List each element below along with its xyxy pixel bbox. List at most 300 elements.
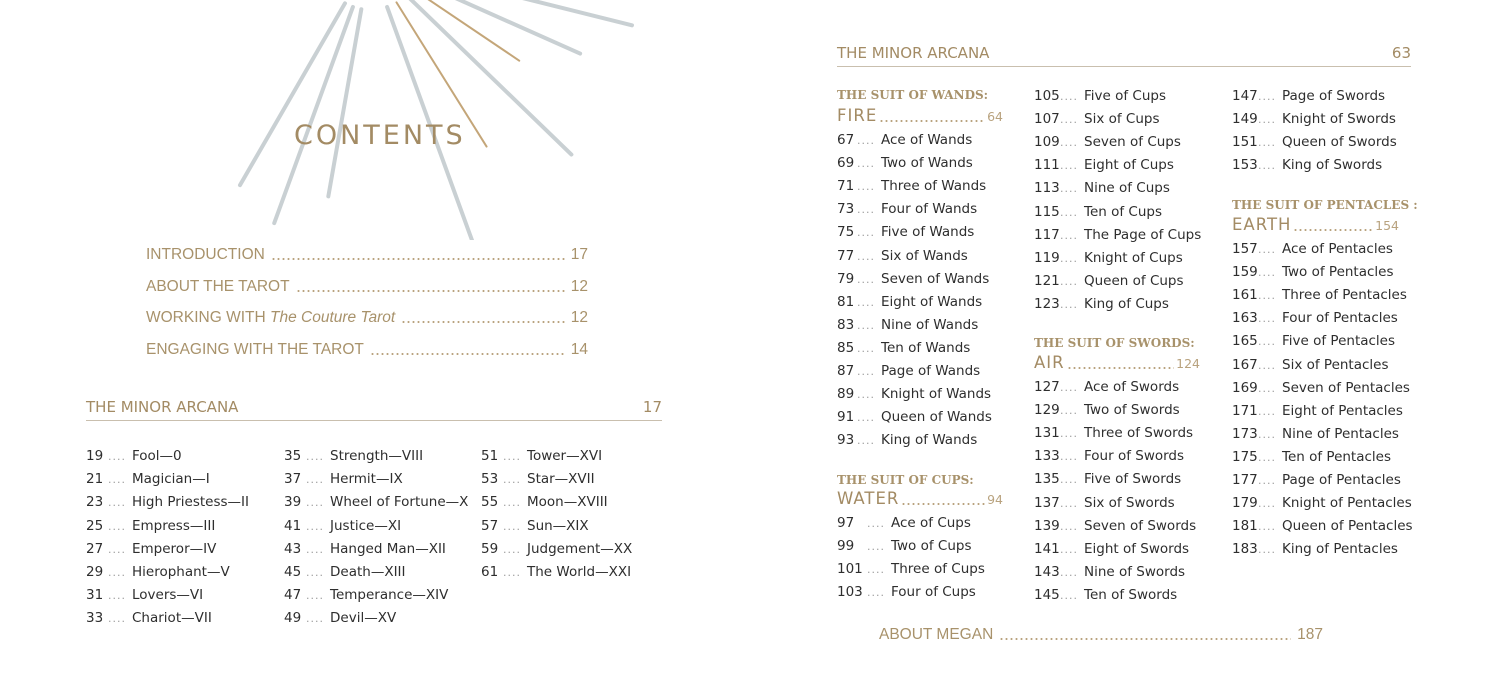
entry-page-number: 107 xyxy=(1034,111,1060,128)
dot-leader: .... xyxy=(306,450,324,463)
toc-entry[interactable] xyxy=(1232,493,1412,513)
toc-entry[interactable] xyxy=(837,559,985,579)
dot-leader: .... xyxy=(1258,266,1276,280)
starburst-ray xyxy=(419,0,632,25)
toc-entry[interactable] xyxy=(1034,271,1184,291)
dot-leader: .... xyxy=(1060,427,1078,441)
entry-title: Devil—XV xyxy=(330,610,397,627)
entry-title: Queen of Pentacles xyxy=(1282,518,1413,535)
dot-leader: .... xyxy=(1258,243,1276,256)
toc-label: ABOUT MEGAN xyxy=(879,626,994,643)
toc-entry[interactable] xyxy=(284,562,406,582)
toc-entry[interactable] xyxy=(837,222,974,242)
dot-leader: .... xyxy=(867,517,885,530)
entry-page-number: 115 xyxy=(1034,203,1060,220)
entry-page-number: 61 xyxy=(481,564,499,580)
entry-title: Two of Swords xyxy=(1084,402,1180,419)
toc-row-about-megan[interactable] xyxy=(879,626,1323,646)
entry-page-number: 87 xyxy=(837,363,855,379)
toc-entry[interactable] xyxy=(1232,285,1407,305)
entry-page-number: 83 xyxy=(837,316,855,333)
dot-leader: .... xyxy=(857,203,875,217)
entry-title: Knight of Swords xyxy=(1282,111,1396,128)
entry-page-number: 93 xyxy=(837,432,855,449)
toc-entry[interactable] xyxy=(1034,562,1185,582)
dot-leader: .... xyxy=(1258,427,1276,441)
entry-title: Star—XVII xyxy=(527,471,595,488)
entry-title: Five of Pentacles xyxy=(1282,333,1396,350)
toc-entry[interactable] xyxy=(1232,331,1395,351)
toc-entry[interactable] xyxy=(284,585,448,605)
dot-leader: .... xyxy=(857,318,875,332)
toc-row-working-with[interactable] xyxy=(146,309,588,329)
dot-leader: .... xyxy=(867,586,885,600)
dot-leader: .... xyxy=(108,612,126,626)
dot-leader: .... xyxy=(503,519,521,533)
toc-entry[interactable] xyxy=(1034,400,1180,420)
dot-leader: .... xyxy=(1258,159,1276,173)
toc-entry[interactable] xyxy=(86,585,203,605)
toc-page: 12 xyxy=(570,278,588,295)
toc-label xyxy=(146,309,395,327)
toc-entry[interactable] xyxy=(837,246,968,266)
toc-entry[interactable] xyxy=(837,269,989,289)
toc-entry[interactable] xyxy=(1232,109,1396,129)
entry-page-number: 89 xyxy=(837,386,855,403)
toc-entry[interactable] xyxy=(1232,308,1398,328)
entry-page-number: 127 xyxy=(1034,379,1060,395)
dot-leader xyxy=(401,321,565,323)
toc-entry[interactable] xyxy=(1034,248,1183,268)
toc-entry[interactable] xyxy=(284,516,401,536)
toc-entry[interactable] xyxy=(1034,377,1179,397)
entry-title: Ten of Swords xyxy=(1084,586,1178,603)
toc-entry[interactable] xyxy=(481,446,602,466)
toc-entry[interactable] xyxy=(284,469,403,489)
dot-leader: .... xyxy=(857,434,875,448)
toc-entry[interactable] xyxy=(481,492,608,512)
dot-leader: .... xyxy=(1258,381,1276,395)
starburst-ray xyxy=(328,9,361,196)
toc-entry[interactable] xyxy=(1034,493,1175,513)
entry-page-number: 35 xyxy=(284,448,302,464)
toc-entry[interactable] xyxy=(481,516,589,536)
entry-page-number: 133 xyxy=(1034,448,1060,465)
dot-leader: .... xyxy=(1258,404,1276,418)
dot-leader xyxy=(1067,367,1175,369)
entry-title: Three of Cups xyxy=(891,561,985,578)
dot-leader: .... xyxy=(503,566,521,579)
dot-leader: .... xyxy=(1060,136,1078,150)
entry-title: Moon—XVIII xyxy=(527,494,608,511)
entry-title: Seven of Cups xyxy=(1084,134,1181,151)
toc-entry[interactable] xyxy=(1034,202,1162,222)
toc-entry[interactable] xyxy=(284,539,446,559)
toc-row-engaging[interactable] xyxy=(146,341,588,361)
toc-entry[interactable] xyxy=(1034,155,1174,175)
entry-title: Two of Pentacles xyxy=(1282,264,1394,281)
toc-label-italic: The Couture Tarot xyxy=(270,309,396,326)
toc-entry[interactable] xyxy=(837,338,970,358)
entry-page-number: 137 xyxy=(1034,494,1060,511)
dot-leader: .... xyxy=(503,450,521,463)
toc-entry[interactable] xyxy=(837,199,977,219)
toc-entry[interactable] xyxy=(1034,539,1189,559)
page-number: 63 xyxy=(1391,44,1411,62)
toc-entry[interactable] xyxy=(86,469,210,489)
toc-entry[interactable] xyxy=(837,153,973,173)
dot-leader: .... xyxy=(1060,274,1078,288)
entry-title: Six of Pentacles xyxy=(1282,356,1389,373)
dot-leader: .... xyxy=(1258,497,1276,511)
toc-entry[interactable] xyxy=(86,608,212,628)
entry-title: Death—XIII xyxy=(330,564,406,580)
toc-entry[interactable] xyxy=(1232,401,1403,421)
entry-page-number: 67 xyxy=(837,132,855,148)
entry-page-number: 75 xyxy=(837,224,855,241)
entry-page-number: 33 xyxy=(86,610,104,627)
dot-leader: .... xyxy=(1258,335,1276,349)
dot-leader: .... xyxy=(1060,159,1078,173)
entry-page-number: 85 xyxy=(837,339,855,356)
dot-leader: .... xyxy=(857,295,875,309)
entry-title: Three of Wands xyxy=(881,178,987,195)
dot-leader: .... xyxy=(1060,588,1078,602)
suit-label-wands: THE SUIT OF WANDS: xyxy=(837,88,989,102)
toc-entry[interactable] xyxy=(837,315,978,335)
dot-leader: .... xyxy=(108,542,126,556)
toc-entry[interactable] xyxy=(1232,86,1385,106)
entry-page-number: 147 xyxy=(1232,88,1258,104)
dot-leader: .... xyxy=(1060,297,1078,311)
entry-page-number: 149 xyxy=(1232,111,1258,128)
element-page: 94 xyxy=(987,492,1003,507)
dot-leader: .... xyxy=(1060,565,1078,579)
entry-title: Queen of Swords xyxy=(1282,134,1397,151)
toc-entry[interactable] xyxy=(86,562,230,582)
toc-entry[interactable] xyxy=(1034,294,1169,314)
toc-entry[interactable] xyxy=(1232,239,1393,259)
dot-leader: .... xyxy=(1060,251,1078,265)
toc-entry[interactable] xyxy=(837,361,980,381)
entry-title: Ten of Wands xyxy=(881,339,971,356)
entry-title: Two of Cups xyxy=(891,538,972,555)
toc-entry[interactable] xyxy=(837,513,971,533)
section-title: THE MINOR ARCANA xyxy=(86,398,239,416)
entry-page-number: 25 xyxy=(86,517,104,534)
entry-page-number: 51 xyxy=(481,448,499,464)
entry-title: Eight of Wands xyxy=(881,293,983,310)
toc-entry[interactable] xyxy=(837,536,972,556)
toc-entry[interactable] xyxy=(86,539,216,559)
starburst-ray xyxy=(240,3,345,185)
entry-title: Ace of Wands xyxy=(881,132,973,148)
toc-entry[interactable] xyxy=(1034,86,1166,106)
entry-title: Eight of Swords xyxy=(1084,540,1190,557)
entry-title: Seven of Pentacles xyxy=(1282,379,1410,396)
entry-page-number: 177 xyxy=(1232,472,1258,488)
toc-entry[interactable] xyxy=(1232,262,1394,282)
dot-leader: .... xyxy=(857,157,875,171)
dot-leader: .... xyxy=(1258,312,1276,326)
entry-page-number: 57 xyxy=(481,517,499,534)
entry-page-number: 179 xyxy=(1232,495,1258,512)
dot-leader: .... xyxy=(857,180,875,194)
dot-leader: .... xyxy=(306,519,324,533)
dot-leader: .... xyxy=(306,589,324,603)
toc-entry[interactable] xyxy=(837,582,976,602)
toc-entry[interactable] xyxy=(1232,355,1389,375)
entry-title: Chariot—VII xyxy=(132,610,212,627)
toc-entry[interactable] xyxy=(1034,446,1184,466)
entry-page-number: 143 xyxy=(1034,563,1060,580)
entry-page-number: 129 xyxy=(1034,402,1060,419)
section-page: 17 xyxy=(642,398,662,416)
dot-leader: .... xyxy=(1060,404,1078,418)
dot-leader: .... xyxy=(1258,289,1276,303)
dot-leader: .... xyxy=(1060,473,1078,487)
entry-title: Three of Swords xyxy=(1084,425,1194,442)
entry-page-number: 19 xyxy=(86,448,104,464)
entry-title: Five of Cups xyxy=(1084,88,1167,104)
dot-leader: .... xyxy=(1060,381,1078,394)
toc-entry[interactable] xyxy=(1034,585,1177,605)
element-row-water[interactable] xyxy=(837,489,1003,511)
toc-entry[interactable] xyxy=(1232,539,1398,559)
toc-entry[interactable] xyxy=(1232,470,1401,490)
entry-title: King of Pentacles xyxy=(1282,541,1398,558)
entry-title: Page of Swords xyxy=(1282,88,1386,104)
toc-entry[interactable] xyxy=(837,176,986,196)
entry-page-number: 151 xyxy=(1232,134,1258,151)
toc-entry[interactable] xyxy=(1232,447,1391,467)
suit-label-cups: THE SUIT OF CUPS: xyxy=(837,473,974,487)
entry-title: Knight of Pentacles xyxy=(1282,495,1412,512)
entry-page-number: 123 xyxy=(1034,295,1060,312)
entry-title: Magician—I xyxy=(132,471,210,488)
dot-leader: .... xyxy=(306,542,324,556)
dot-leader: .... xyxy=(867,540,885,554)
toc-entry[interactable] xyxy=(1232,132,1397,152)
dot-leader: .... xyxy=(1258,520,1276,534)
entry-page-number: 181 xyxy=(1232,518,1258,535)
entry-page-number: 111 xyxy=(1034,157,1060,174)
entry-title: Page of Pentacles xyxy=(1282,472,1401,488)
dot-leader: .... xyxy=(108,473,126,487)
toc-entry[interactable] xyxy=(837,292,982,312)
entry-title: Three of Pentacles xyxy=(1282,287,1407,304)
dot-leader: .... xyxy=(503,496,521,510)
toc-entry[interactable] xyxy=(1232,424,1399,444)
toc-entry[interactable] xyxy=(1232,155,1382,175)
dot-leader: .... xyxy=(503,542,521,556)
dot-leader: .... xyxy=(306,473,324,487)
suit-label-pentacles: THE SUIT OF PENTACLES : xyxy=(1232,198,1418,212)
element-name: EARTH xyxy=(1232,215,1292,234)
entry-page-number: 53 xyxy=(481,471,499,488)
entry-title: Ace of Cups xyxy=(891,515,971,531)
element-page: 124 xyxy=(1176,356,1200,371)
entry-page-number: 77 xyxy=(837,247,855,264)
entry-page-number: 31 xyxy=(86,587,104,604)
entry-page-number: 171 xyxy=(1232,402,1258,419)
entry-title: Queen of Cups xyxy=(1084,272,1184,289)
entry-page-number: 101 xyxy=(837,561,863,578)
toc-entry[interactable] xyxy=(1034,109,1160,129)
toc-entry[interactable] xyxy=(86,516,215,536)
dot-leader: .... xyxy=(1060,205,1078,219)
entry-page-number: 169 xyxy=(1232,379,1258,396)
toc-row-about-the-tarot[interactable] xyxy=(146,278,588,298)
dot-leader xyxy=(1293,229,1373,231)
entry-title: Hierophant—V xyxy=(132,564,230,580)
suit-label-swords: THE SUIT OF SWORDS: xyxy=(1034,336,1195,350)
toc-entry[interactable] xyxy=(481,469,595,489)
dot-leader: .... xyxy=(1258,450,1276,464)
dot-leader: .... xyxy=(1258,90,1276,103)
toc-label-prefix: WORKING WITH xyxy=(146,309,270,326)
entry-title: Strength—VIII xyxy=(330,448,424,464)
entry-page-number: 47 xyxy=(284,587,302,604)
entry-title: Nine of Swords xyxy=(1084,563,1186,580)
dot-leader: .... xyxy=(1258,474,1276,487)
entry-page-number: 109 xyxy=(1034,134,1060,151)
dot-leader: .... xyxy=(108,589,126,603)
dot-leader: .... xyxy=(1060,113,1078,127)
toc-entry[interactable] xyxy=(481,539,632,559)
dot-leader: .... xyxy=(1258,136,1276,150)
entry-page-number: 113 xyxy=(1034,180,1060,197)
entry-page-number: 135 xyxy=(1034,471,1060,488)
entry-title: Nine of Wands xyxy=(881,316,979,333)
section-header-right xyxy=(837,44,1411,67)
toc-page: 187 xyxy=(1297,626,1323,643)
dot-leader: .... xyxy=(857,249,875,263)
toc-entry[interactable] xyxy=(837,407,992,427)
section-title: THE MINOR ARCANA xyxy=(837,44,990,62)
entry-title: Hermit—IX xyxy=(330,471,403,488)
entry-page-number: 29 xyxy=(86,564,104,580)
dot-leader: .... xyxy=(306,566,324,579)
dot-leader: .... xyxy=(306,496,324,510)
entry-page-number: 73 xyxy=(837,201,855,218)
dot-leader xyxy=(901,503,985,505)
dot-leader xyxy=(999,638,1291,640)
toc-entry[interactable] xyxy=(1034,178,1170,198)
page-title: CONTENTS xyxy=(294,120,466,151)
element-row-fire[interactable] xyxy=(837,106,1003,128)
entry-title: King of Wands xyxy=(881,432,978,449)
entry-title: The Page of Cups xyxy=(1084,226,1202,243)
entry-page-number: 159 xyxy=(1232,264,1258,281)
element-name: FIRE xyxy=(837,106,878,125)
entry-page-number: 79 xyxy=(837,270,855,287)
toc-entry[interactable] xyxy=(1034,132,1181,152)
entry-title: Six of Swords xyxy=(1084,494,1175,511)
entry-title: Eight of Pentacles xyxy=(1282,402,1403,419)
entry-page-number: 141 xyxy=(1034,540,1060,557)
dot-leader: .... xyxy=(108,496,126,510)
entry-title: Ace of Pentacles xyxy=(1282,241,1393,257)
entry-page-number: 131 xyxy=(1034,425,1060,442)
dot-leader: .... xyxy=(1060,519,1078,533)
dot-leader: .... xyxy=(503,473,521,487)
element-row-air[interactable] xyxy=(1034,353,1200,375)
entry-title: Tower—XVI xyxy=(527,448,603,464)
toc-entry[interactable] xyxy=(86,492,249,512)
entry-title: King of Cups xyxy=(1084,295,1169,312)
entry-page-number: 161 xyxy=(1232,287,1258,304)
entry-page-number: 165 xyxy=(1232,333,1258,350)
entry-page-number: 23 xyxy=(86,494,104,511)
dot-leader xyxy=(370,353,565,355)
entry-page-number: 69 xyxy=(837,155,855,172)
entry-page-number: 59 xyxy=(481,540,499,557)
entry-page-number: 153 xyxy=(1232,157,1258,174)
entry-title: Ten of Cups xyxy=(1084,203,1162,220)
toc-entry[interactable] xyxy=(1232,516,1413,536)
toc-label: ABOUT THE TAROT xyxy=(146,278,290,295)
element-page: 154 xyxy=(1375,218,1399,233)
dot-leader: .... xyxy=(857,341,875,355)
entry-title: King of Swords xyxy=(1282,157,1383,174)
element-row-earth[interactable] xyxy=(1232,215,1399,237)
entry-page-number: 103 xyxy=(837,584,863,601)
toc-entry[interactable] xyxy=(1034,225,1201,245)
toc-entry[interactable] xyxy=(1232,378,1410,398)
toc-entry[interactable] xyxy=(481,562,631,582)
entry-page-number: 119 xyxy=(1034,249,1060,266)
toc-entry[interactable] xyxy=(837,130,972,150)
entry-page-number: 173 xyxy=(1232,425,1258,442)
entry-title: Four of Pentacles xyxy=(1282,310,1398,327)
entry-title: Four of Swords xyxy=(1084,448,1185,465)
entry-title: Hanged Man—XII xyxy=(330,540,446,557)
toc-entry[interactable] xyxy=(1034,423,1193,443)
entry-page-number: 41 xyxy=(284,517,302,534)
dot-leader: .... xyxy=(108,566,126,579)
entry-title: Ace of Swords xyxy=(1084,379,1180,395)
toc-entry[interactable] xyxy=(86,446,182,466)
entry-page-number: 27 xyxy=(86,540,104,557)
toc-row-introduction[interactable] xyxy=(146,246,588,266)
toc-entry[interactable] xyxy=(284,492,468,512)
toc-entry[interactable] xyxy=(284,446,423,466)
toc-entry[interactable] xyxy=(1034,516,1196,536)
toc-label: INTRODUCTION xyxy=(146,246,265,263)
toc-entry[interactable] xyxy=(837,384,991,404)
element-page: 64 xyxy=(987,109,1003,124)
toc-page: 12 xyxy=(570,309,588,326)
entry-title: Six of Cups xyxy=(1084,111,1160,128)
dot-leader: .... xyxy=(1060,228,1078,242)
toc-entry[interactable] xyxy=(284,608,396,628)
entry-page-number: 157 xyxy=(1232,241,1258,257)
entry-page-number: 175 xyxy=(1232,448,1258,465)
entry-page-number: 97 xyxy=(837,515,855,531)
entry-title: Two of Wands xyxy=(881,155,973,172)
entry-page-number: 183 xyxy=(1232,541,1258,558)
entry-title: The World—XXI xyxy=(527,564,632,580)
entry-title: Empress—III xyxy=(132,517,216,534)
toc-entry[interactable] xyxy=(1034,469,1181,489)
entry-title: Four of Cups xyxy=(891,584,976,601)
entry-title: Wheel of Fortune—X xyxy=(330,494,469,511)
toc-entry[interactable] xyxy=(837,430,977,450)
entry-title: Five of Swords xyxy=(1084,471,1182,488)
entry-title: Emperor—IV xyxy=(132,540,217,557)
entry-title: Knight of Cups xyxy=(1084,249,1183,266)
